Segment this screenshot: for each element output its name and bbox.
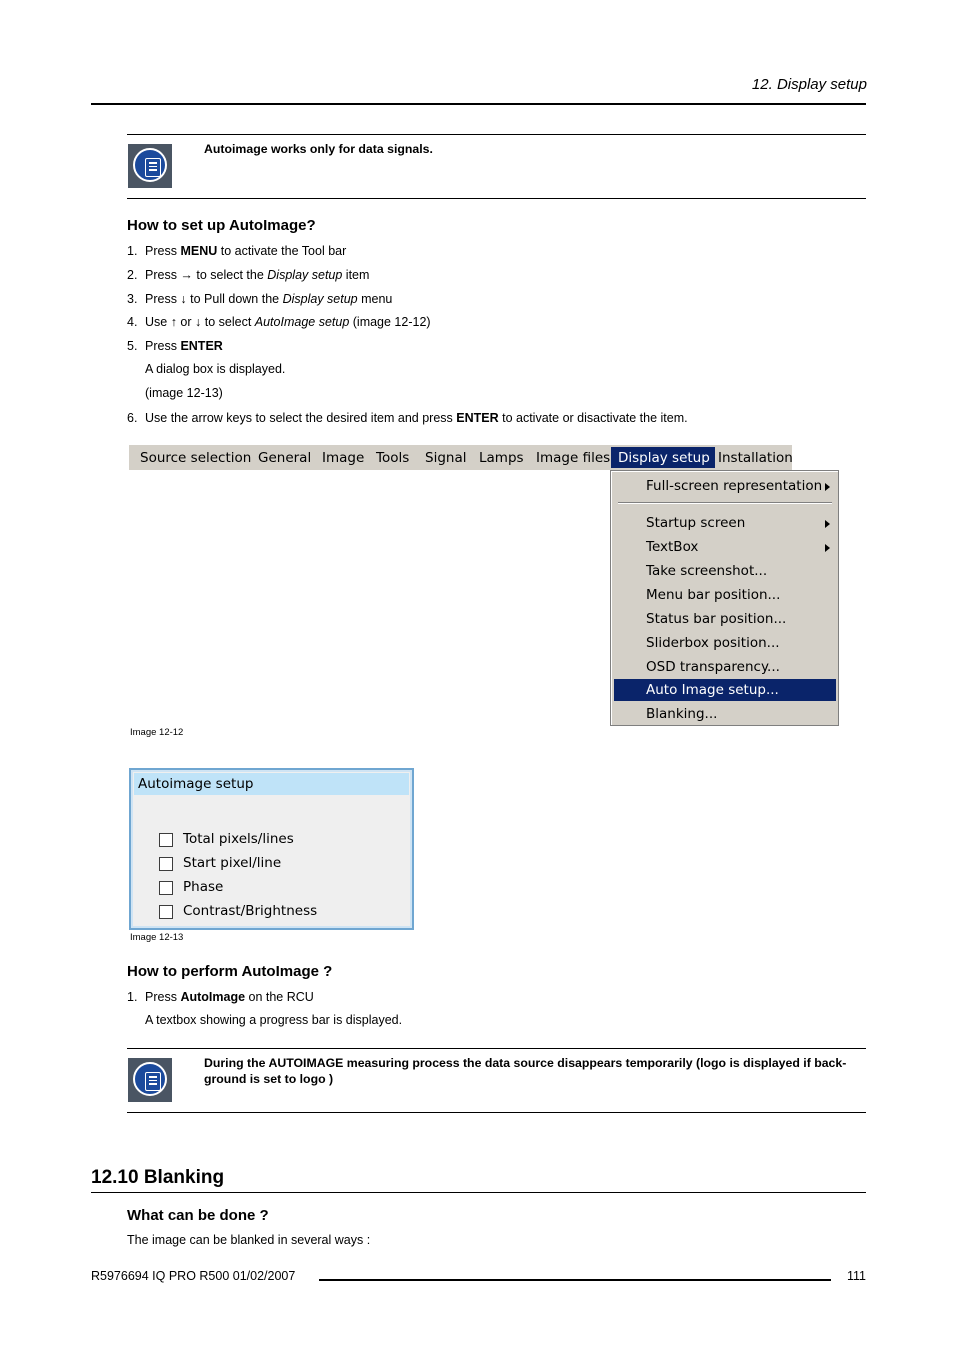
menu-image-files[interactable]: Image files (536, 450, 611, 466)
dd-auto-image-setup[interactable]: Auto Image setup... (614, 679, 836, 701)
step5-result: A dialog box is displayed. (145, 362, 286, 376)
image-caption: Image 12-13 (130, 932, 184, 943)
perform-heading: How to perform AutoImage ? (127, 963, 333, 980)
dd-full-screen-representation[interactable]: Full-screen representation (614, 475, 836, 497)
dialog-title: Autoimage setup (138, 776, 254, 792)
dd-status-bar-position[interactable]: Status bar position... (646, 611, 787, 627)
submenu-arrow-icon (825, 483, 830, 491)
image-caption: Image 12-12 (130, 727, 184, 738)
menu-display-setup[interactable]: Display setup (611, 447, 715, 468)
page-number: 111 (846, 1269, 866, 1283)
menu-bar (129, 445, 792, 470)
checkbox[interactable] (159, 905, 173, 919)
dd-startup-screen[interactable]: Startup screen (614, 512, 836, 534)
dd-textbox[interactable]: TextBox (614, 536, 836, 558)
menu-signal[interactable]: Signal (425, 450, 467, 466)
section-rule (91, 1192, 866, 1193)
checkbox[interactable] (159, 881, 173, 895)
menu-lamps[interactable]: Lamps (479, 450, 524, 466)
autoimage-setup-dialog: Autoimage setup Total pixels/lines Start pixel/line Phase Contrast/Brightness (129, 768, 414, 930)
menu-general[interactable]: General (258, 450, 312, 466)
note-text: During the AUTOIMAGE measuring process the data source disappears temporarily (logo is displayed if back-ground is set to logo ) (204, 1056, 847, 1086)
dialog-title-bar (134, 773, 409, 795)
perform-step1-result: A textbox showing a progress bar is displayed. (145, 1013, 403, 1027)
header-rule (91, 103, 866, 105)
footer-rule (319, 1279, 831, 1281)
dd-take-screenshot[interactable]: Take screenshot... (646, 563, 768, 579)
submenu-arrow-icon (825, 544, 830, 552)
dd-osd-transparency[interactable]: OSD transparency... (646, 659, 780, 675)
checkbox[interactable] (159, 857, 173, 871)
checkbox[interactable] (159, 833, 173, 847)
setup-heading: How to set up AutoImage? (127, 217, 316, 234)
menu-installation[interactable]: Installation (718, 450, 793, 466)
submenu-arrow-icon (825, 520, 830, 528)
note-document-icon (128, 144, 172, 188)
dd-menu-bar-position[interactable]: Menu bar position... (646, 587, 781, 603)
blanking-text: The image can be blanked in several ways : (127, 1233, 371, 1247)
note-box (127, 1048, 866, 1113)
chapter-header: 12. Display setup (751, 76, 867, 93)
dd-sliderbox-position[interactable]: Sliderbox position... (646, 635, 780, 651)
section-title: 12.10 Blanking (91, 1167, 225, 1188)
note-box (127, 134, 866, 199)
blanking-subheading: What can be done ? (127, 1207, 269, 1224)
menu-source-selection[interactable]: Source selection (140, 450, 252, 466)
dd-blanking[interactable]: Blanking... (646, 706, 718, 722)
footer-document-info: R5976694 IQ PRO R500 01/02/2007 (91, 1269, 296, 1283)
display-setup-dropdown (610, 470, 839, 726)
step5-image-ref: (image 12-13) (145, 386, 223, 400)
menu-image[interactable]: Image (322, 450, 365, 466)
note-document-icon (128, 1058, 172, 1102)
menu-tools[interactable]: Tools (376, 450, 410, 466)
menu-separator (618, 502, 832, 504)
note-text: Autoimage works only for data signals. (204, 142, 433, 156)
